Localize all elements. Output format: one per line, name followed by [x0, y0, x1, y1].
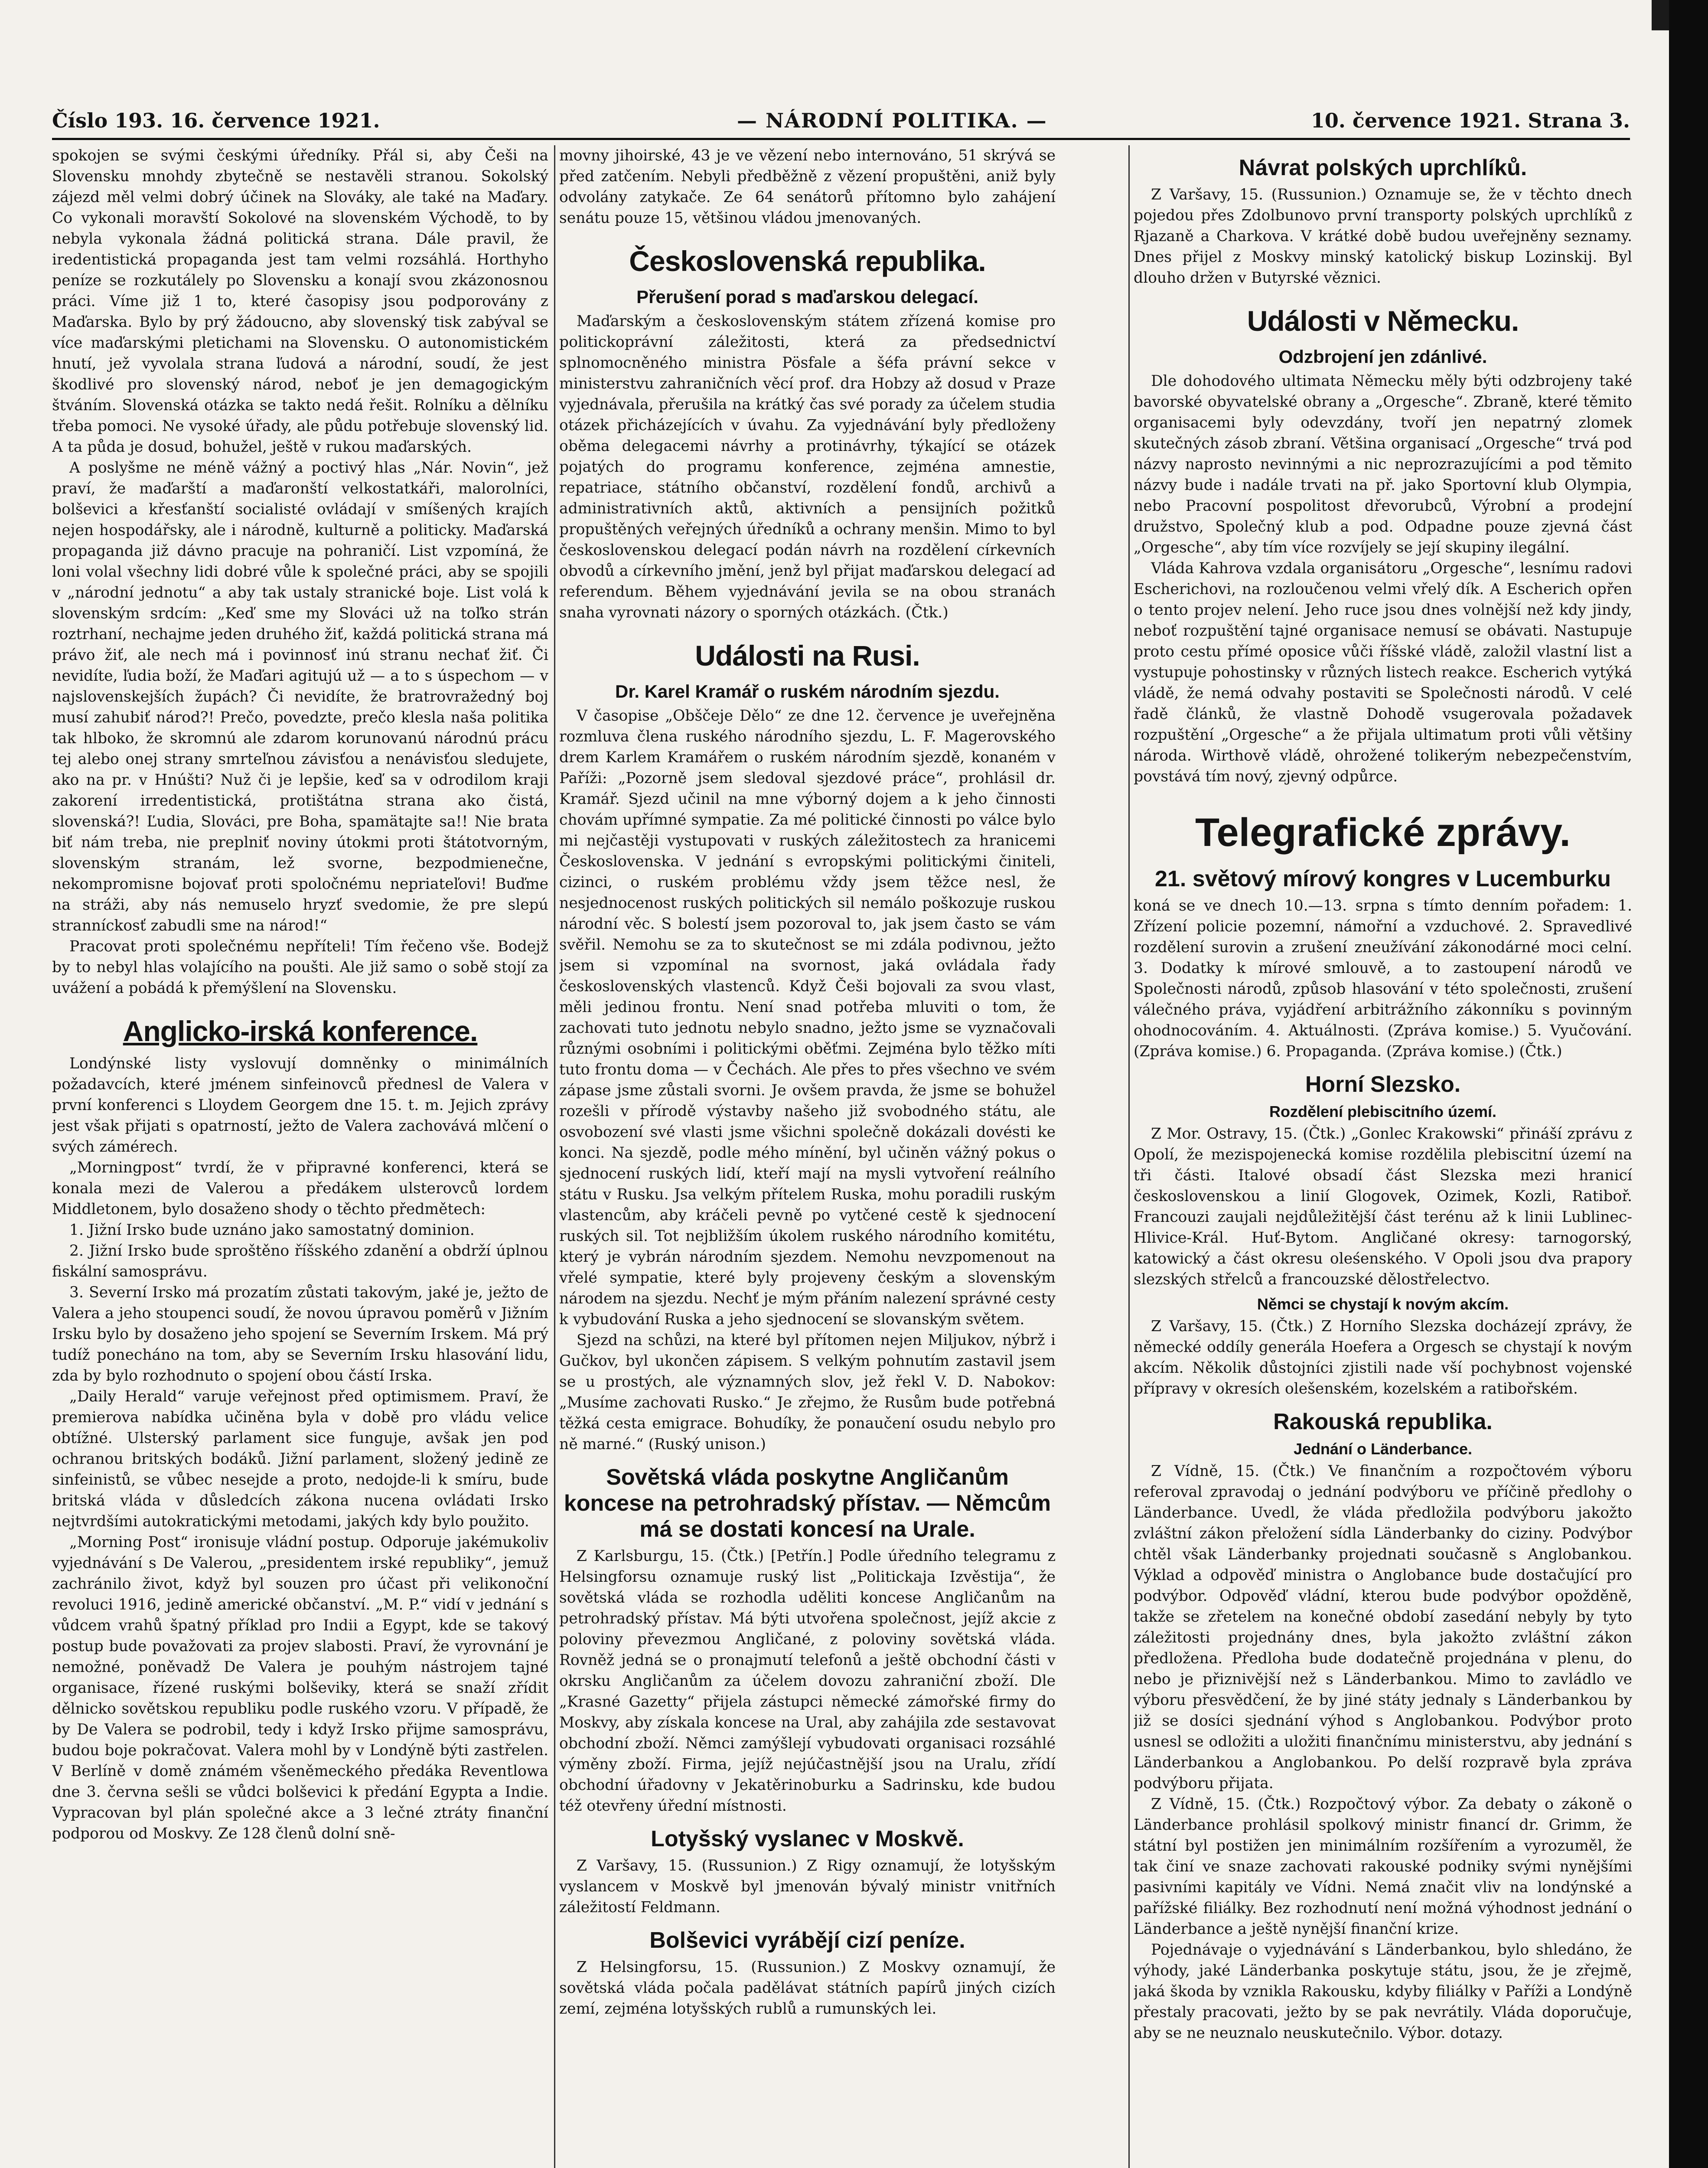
- article-paragraph: 1. Jižní Irsko bude uznáno jako samostatný dominion.: [69, 1221, 475, 1239]
- column-rule: [554, 145, 555, 2168]
- article-heading: Němci se chystají k novým akcím.: [1257, 1295, 1509, 1313]
- article-paragraph: spokojen se svými českými úředníky. Přál si, aby Češi na Slovensku mnohdy zbytečně se nestavěli stranou. Sokolský zájezd měl velmi dobrý účinek na Slováky, ale také na Maďary. Co vykonali moravští Sokolové na slovenském Východě, to by nebyla vykonala žádná politická strana. Dále pravil, že iredentistická propaganda jest tam velmi rozsáhlá. Horthyho peníze se rozkutálely po Slovensku a konají svou zkázonosnou práci. Víme již 1 to, které časopisy jsou podporovány z Maďarska. Bylo by prý žádoucno, aby slovenský tisk zabýval se více maďarskými pletichami na Slovensku. O autonomistickém hnutí, jež vyvolala strana ľudová a národní, soudí, že jest škodlivé pro slovenský národ, neboť je jen demagogickým štváním. Slovenská otázka se takto nedá řešit. Rolníku a dělníku třeba pomoci. Ne vysoké úřady, ale půdu potřebuje slovenský lid. A ta půda je dosud, bohužel, ještě v rukou maďarských.: [52, 147, 548, 456]
- article-heading: Lotyšský vyslanec v Moskvě.: [651, 1826, 964, 1851]
- article-paragraph: Londýnské listy vyslovují domněnky o minimálních požadavcích, které jménem sinfeinovců přednesl de Valera v první konferenci s Lloydem Georgem dne 15. t. m. Jejich zprávy jest však přijati s opatrností, ježto de Valera zachovává mlčení o svých zámérech.: [52, 1055, 548, 1156]
- article-heading: Návrat polských uprchlíků.: [1239, 155, 1527, 180]
- article-heading: Dr. Karel Kramář o ruském národním sjezdu.: [615, 681, 1000, 702]
- article-paragraph: „Daily Herald“ varuje veřejnost před optimismem. Praví, že premierova nabídka učiněna byla v době pro vládu velice obtížné. Ulsterský parlament sice funguje, avšak jen pod ochranou britských bodáků. Jižní parlament, složený jedině ze sinfeinistů, se vůbec nesejde a proto, nedojde-li k smíru, bude britská vláda v důsledcích zákona nucena ovládati Irsko nejtvrdšími autokratickými metodami, jakých kdy bylo použito.: [52, 1388, 548, 1530]
- section-heading: Sovětská vláda poskytne Angličanům koncese na petrohradský přístav. — Němcům má se dostati koncesí na Urale.: [564, 1465, 1051, 1542]
- article-paragraph: Dle dohodového ultimata Německu měly býti odzbrojeny také bavorské obyvatelské obrany a „Orgesche“. Zbraně, které těmito organisacemi byly odevzdány, tvoří jen nepatrný zlomek skutečných zásob zbraní. Většina organisací „Orgesche“ trvá pod názvy naprosto nevinnými a nic neprozrazujícími a pod těmito názvy bude i nadále trvati na př. jako Sportovní klub Olympia, nebo Pracovní pospolitost dřevorubců, Výrobní a prodejní družstvo, Společný klub a pod. Odpadne pouze zjevná část „Orgesche“, aby tím více rozvíjely se její skupiny ilegální.: [1134, 372, 1632, 556]
- article-heading: Jednání o Länderbance.: [1293, 1440, 1473, 1458]
- article-paragraph: V časopise „Obščeje Dělo“ ze dne 12. července je uveřejněna rozmluva člena ruského národního sjezdu, L. F. Magerovského drem Karlem Kramářem o ruském národním sjezdě, konaném v Paříži: „Pozorně jsem sledoval sjezdové práce“, prohlásil dr. Kramář. Sjezd učinil na mne výborný dojem a k jeho činnosti chovám upřímné sympatie. Za mé politické činnosti po válce bylo mi nejčastěji vystupovati v ruských záležitostech za hranicemi Československa. V jednání s evropskými politickými činiteli, cizinci, o ruském problému vždy jsem těžce nesl, že nesjednocenost ruských politických sil nemálo poškozuje ruskou národní věc. S bolestí jsem pozoroval to, jak jsem často se vám svěřil. Nemohu se za to skutečnost se mi zdála podivnou, ježto jsem si vzpomínal na svornost, jaká ovládala řady československých vlastenců. Když Češi bojovali za svou vlast, měli jedinou frontu. Není snad potřeba mluviti o tom, že zachovati tuto jednotu nebylo snadno, ježto jsme se vyznačovali různými osobními i politickými oběťmi. Zejména bylo těžko míti tuto frontu doma — v Čechách. Ale přes to přes všechno ve svém zápase jsme zůstali svorni. Je ovšem pravda, že jsme se bohužel rozešli v přírodě výstavby našeho již svobodného státu, ale osvobození své vlasti jsme všichni společně dokázali dovésti ke konci. Na sjezdě, podle mého mínění, byl učiněn vážný pokus o sjednocení ruských lidí, kteří mají na mysli vytvoření reálního státu v Rusku. Jsa velkým přítelem Ruska, mohu poradili ruským vlastencům, aby kráčeli pevně po vytčené cestě k sjednocení ruských sil. Tot nejbližším úkolem ruského národního komitétu, který je vybrán národním sjezdem. Nemohu nevzpomenout na vřelé sympatie, které byly projeveny českým a slovenským národem na sjezdu. Nechť je mým přáním nalezení správné cesty k vybudování Ruska a jeho sjednocení se slovanským světem.: [559, 707, 1056, 1328]
- masthead-rule: [52, 138, 1630, 140]
- article-paragraph: 2. Jižní Irsko bude sproštěno říšského zdanění a obdrží úplnou fiskální samosprávu.: [52, 1242, 548, 1280]
- article-paragraph: Z Karlsburgu, 15. (Čtk.) [Petřín.] Podle úředního telegramu z Helsingforsu oznamuje ruský list „Politickaja Izvěstija“, že sovětská vláda se rozhodla uděliti koncese Angličanům na petrohradský přístav. Má býti utvořena společnost, jejíž akcie z poloviny převezmou Angličané, z poloviny sovětská vláda. Rovněž jedná se o pronajmutí telefonů a ještě obchodní části v okrsku Angličanům za účelem dovozu zahraniční zboží. Dle „Krasné Gazetty“ přijela zástupci německé zámořské firmy do Moskvy, aby získala koncese na Ural, aby zahájila zde sestavovat obchodní zboží. Němci zamýšlejí vybudovati organisaci rozsáhlé výměny zboží. Firma, jejíž nejúčastnější jsou na Uralu, zřídí obchodní úřadovny v Jekatěrinoburku a Sadrinsku, kde budou též otevřeny úřední místnosti.: [559, 1548, 1056, 1815]
- section-heading: Rakouská republika.: [1273, 1409, 1493, 1434]
- article-paragraph: movny jihoirské, 43 je ve vězení nebo internováno, 51 skrývá se před zatčením. Nebyli předběžně z vězení propuštěni, aniž byly odvolány zatykače. Ze 64 senátorů přítomno bylo zahájení senátu pouze 15, většinou vládou jmenovaných.: [559, 147, 1056, 227]
- article-paragraph: Z Varšavy, 15. (Russunion.) Oznamuje se, že v těchto dnech pojedou přes Zdolbunovo první transporty polských uprchlíků z Rjazaně a Charkova. V krátké době budou uveřejněny seznamy. Dnes přijel z Moskvy minský katolický biskup Lozinskij. Byl dlouho držen v Butyrské věznici.: [1134, 186, 1632, 287]
- article-heading: 21. světový mírový kongres v Lucemburku: [1155, 866, 1611, 891]
- article-paragraph: Z Helsingforsu, 15. (Russunion.) Z Moskvy oznamují, že sovětská vláda počala padělávat státních papírů jiných cizích zemí, zejména lotyšských rublů a rumunských lei.: [559, 1959, 1056, 2018]
- article-paragraph: Z Vídně, 15. (Čtk.) Rozpočtový výbor. Za debaty o zákoně o Länderbance prohlásil spolkový ministr financí dr. Grimm, že státní byl postižen jen minimálním rozšířením a vyrozuměl, že tak činí ve snaze zachovati rakouské podniky svými nynějšími pasivními kapitály ve Vídni. Nemá značit vliv na londýnské a pařížské filiálky. Bez rozhodnutí není možná výhodnost jednání o Länderbance a ještě nynější finanční krize.: [1134, 1796, 1632, 1938]
- column-3: [1134, 145, 1632, 2168]
- section-heading: Československá republika.: [629, 245, 986, 277]
- scan-edge: [1669, 0, 1708, 2168]
- article-paragraph: „Morningpost“ tvrdí, že v připravné konferenci, která se konala mezi de Valerou a předákem ulsterovců lordem Middletonem, bylo dosaženo shody o těchto předmětech:: [52, 1159, 548, 1218]
- article-paragraph: Z Vídně, 15. (Čtk.) Ve finančním a rozpočtovém výboru referoval zpravodaj o jednání podvýboru ve příčině předlohy o Länderbance. Uvedl, že vláda předložila podvýboru jakožto zvláštní zákon přeložení sídla Länderbanky do ciziny. Podvýbor chtěl však Länderbanky projednati současně s Anglobankou. Výklad a odpověď ministra o Anglobance bude dostačující pro podvýbor. Odpověď vládní, kterou bude podvýbor opožděně, takže se zřetelem na konečné období zasedání nebyly by tyto záležitosti projednány dnes, byla jakožto zvláštní zákon předložena. Předloha bude dodatečně projednána v plenu, do nebo je přiznivější než s Länderbankou. Mimo to zavládlo ve výboru přesvědčení, že by jiné státy jednaly s Länderbankou by již se dosíci sjednání výhod s Anglobankou. Podvýbor proto usnesl se odložiti a uložiti finančnímu ministerstvu, aby jednání s Länderbankou a Anglobankou. Po delší rozpravě byla zpráva podvýboru přijata.: [1134, 1463, 1632, 1792]
- newspaper-title: — NÁRODNÍ POLITIKA. —: [737, 109, 1047, 132]
- section-heading: Události v Německu.: [1247, 305, 1519, 337]
- issue-number: Číslo 193. 16. července 1921.: [52, 109, 380, 132]
- article-paragraph: Pojednávaje o vyjednávání s Länderbankou, bylo shledáno, že výhody, jaké Länderbanka poskytuje státu, jsou, že je zřejmě, jaká škoda by vznikla Rakousku, kdyby filiálky v Paříži a Londýně přestaly pracovati, ježto by se pak nevrátily. Vláda doporučuje, aby se ne neuznalo neuskutečnilo. Výbor. dotazy.: [1134, 1941, 1632, 2042]
- article-heading: Bolševici vyrábějí cizí peníze.: [649, 1928, 965, 1953]
- article-paragraph: Maďarským a československým státem zřízená komise pro politickoprávní záležitosti, která za předsednictví splnomocněného ministra Pösfale a šéfa právní sekce v ministerstvu zahraničních věcí prof. dra Hobzy až dosud v Praze vyjednávala, přerušila na krátký čas své porady za účelem studia otázek přicházejících v úvahu. Za vyjednávání byly předloženy oběma delegacemi návrhy a protinávrhy, týkající se otázek pojatých do programu konference, zejména amnestie, repatriace, státního občanství, rozdělení fondů, archivů a administrativních aktů, aktivních a pensijních požitků propuštěných veřejných úředníků a ochrany menšin. Mimo to byl československou delegací podán návrh na rozdělení církevních obvodů a církevního jmění, jenž byl přijat maďarskou delegací ad referendum. Během vyjednávání jevila se na obou stranách snaha vyrovnati názory o sporných otázkách. (Čtk.): [559, 313, 1056, 621]
- column-2: [559, 145, 1056, 2168]
- article-paragraph: Vláda Kahrova vzdala organisátoru „Orgesche“, lesnímu radovi Escherichovi, na rozloučenou velmi vřelý dík. A Escherich opřen o tento projev nelení. Jeho ruce jsou dnes volnější než kdy jindy, neboť rozpuštění tajné organisace nemusí se obávati. Nastupuje proto cestu přímé oposice vůči říšské vládě, založil vlastní list a vystupuje pohostinsky v různých listech reakce. Escherich vytýká vládě, že nemá odvahy postaviti se Společnosti národů. V celé řadě článků, že vlastně Dohodě vsugerovala požadavek rozpuštění „Orgesche“ a že přijala ultimatum proti vůli většiny národa. Wirthově vládě, ohrožené tolikerým nebezpečenstvím, povstává tím nový, zjevný odpůrce.: [1134, 560, 1632, 785]
- section-heading: Anglicko-irská konference.: [123, 1015, 478, 1047]
- article-paragraph: „Morning Post“ ironisuje vládní postup. Odporuje jakémukoliv vyjednávání s De Valerou, „presidentem irské republiky“, jemuž zachránilo život, když byl souzen pro účast při velikonoční revoluci 1916, jedině americké občanství. „M. P.“ vidí v jednání s vůdcem vrahů špatný příklad pro Indii a Egypt, kde se takový postup bude považovati za projev slabosti. Praví, že vyrovnání je nemožné, poněvadž De Valera je pouhým nástrojem tajné organisace, řízené ruskými bolševiky, která se snaží zřídit dělnicko sovětskou republiku podle ruského vzoru. V případě, že by De Valera se podrobil, tedy i když Irsko přijme samosprávu, budou boje pokračovat. Valera mohl by v Londýně býti zastřelen. V Berlíně v domě známém všeněmeckého předáka Reventlowa dne 3. června sešli se vůdci bolševici k předání Egypta a Indie. Vypracovan byl plán společné akce a 3 lečné ztráty finanční podporou od Moskvy. Ze 128 členů dolní sně-: [52, 1534, 548, 1842]
- article-paragraph: Z Mor. Ostravy, 15. (Čtk.) „Gonlec Krakowski“ přináší zprávu z Opolí, že mezispojenecká komise rozdělila plebiscitní území na tři části. Italové obsadí část Slezska mezi hranicí československou a linií Glogovek, Ozimek, Kozli, Ratiboř. Francouzi zaujali nejdůležitější část terénu až k linii Lublinec-Hlivice-Král. Huť-Bytom. Angličané okresy: tarnogorský, katowický a část okresu oleśenského. V Opoli jsou dva prapory slezských střelců a francouzské dělostřelectvo.: [1134, 1125, 1632, 1288]
- scan-corner: [1652, 0, 1669, 30]
- article-heading: Přerušení porad s maďarskou delegací.: [636, 287, 978, 307]
- article-paragraph: koná se ve dnech 10.—13. srpna s tímto denním pořadem: 1. Zřízení policie pozemní, námořní a vzduchové. 2. Spravedlivé rozdělení surovin a zrušení zneužívání zákonodárné moci celní. 3. Dodatky k mírové smlouvě, a to zastoupení národů ve Společnosti národů, způsob hlasování v této společnosti, zrušení válečného práva, vyjádření arbitrážního zákonníku s povinným ohodnocováním. 4. Aktuálnosti. (Zpráva komise.) 5. Vyučování. (Zpráva komise.) 6. Propaganda. (Zpráva komise.) (Čtk.): [1134, 897, 1632, 1060]
- column-rule: [1128, 145, 1130, 2168]
- article-heading: Odzbrojení jen zdánlivé.: [1278, 346, 1487, 367]
- masthead: [52, 106, 1630, 137]
- article-paragraph: 3. Severní Irsko má prozatím zůstati takovým, jaké je, ježto de Valera a jeho stoupenci soudí, že novou úpravou poměrů v Jižním Irsku bylo by dosaženo jeho spojení se Severním Irskem. Má prý tudíž ponecháno na tom, aby se Severním Irsku hlasování lidu, zda by bylo rozhodnuto o spojení obou částí Irska.: [52, 1284, 548, 1384]
- section-heading: Události na Rusi.: [695, 640, 920, 672]
- article-paragraph: Z Varšavy, 15. (Russunion.) Z Rigy oznamují, že lotyšským vyslancem v Moskvě byl jmenován bývalý ministr vnitřních záležitostí Feldmann.: [559, 1857, 1056, 1916]
- article-paragraph: Sjezd na schůzi, na které byl přítomen nejen Miljukov, nýbrž i Gučkov, byl ukončen zápisem. S velkým pohnutím zastavil jsem se u prostých, ale významných slov, jež řekl V. D. Nabokov: „Musíme zachovati Rusko.“ Je zřejmo, že Rusům bude potřebná těžká cesta emigrace. Bohudíky, že ponaučení osudu nebylo pro ně marné.“ (Ruský unison.): [559, 1332, 1056, 1453]
- section-heading: Horní Slezsko.: [1305, 1072, 1461, 1097]
- page-date: 10. července 1921. Strana 3.: [1310, 109, 1630, 132]
- article-paragraph: Z Varšavy, 15. (Čtk.) Z Horního Slezska docházejí zprávy, že německé oddíly generála Hoefera a Orgesch se chystají k novým akcím. Několik důstojníci zjistili nade vší pochybnost vojenské přípravy v okresích olešenském, kozelském a ratibořském.: [1134, 1318, 1632, 1397]
- column-1: [52, 145, 548, 2168]
- article-paragraph: A poslyšme ne méně vážný a poctivý hlas „Nár. Novin“, jež praví, že maďarští a maďaronští velkostatkáři, malorolníci, bolševici a křesťanští socialisté ovládají v smíšených krajích nejen hospodářsky, ale i národně, kulturně a politicky. Maďarská propaganda již dávno pracuje na pohraničí. List vzpomíná, že loni volal všechny lidi dobré vůle k společné práci, aby se spojili v „národní jednotu“ a aby tak ustaly stranické boje. List volá k slovenským srdcím: „Keď sme my Slováci už na toľko strán roztrhaní, nechajme jeden druhého žiť, každá politická strana má právo žiť, ale nech má i povinnosť inú stranu nechať žiť. Či nevidíte, ľudia boží, že Maďari agitujú už — a to s úspechom — v najslovenskejších župách? Či nevidíte, že bratrovražedný boj musí zahubiť národ?! Prečo, povedzte, prečo klesla naša politika tak hlboko, že skromnú ale zdarom korunovanú národnú prácu tej alebo onej strany smrteľnou závisťou a nenávisťou sledujete, ako na pr. v Hnúšti? Nuž či je lepšie, keď sa v odrodilom kraji zakorení irredentistická, protištátna strana ako čistá, slovenská?! Ľudia, Slováci, pre Boha, spamätajte sa!! Nie brata biť nám treba, nie preplniť noviny útokmi proti štátotvorným, slovenským stranám, lež svorne, bezpodmienečne, nekompromisne bojovať proti spoločnému nepriateľovi! Buďme na stráži, aby nás nemuselo hryzť svedomie, že pre slepú stranníckosť zabudli sme na národ!“: [52, 459, 548, 934]
- article-heading: Rozdělení plebiscitního území.: [1269, 1103, 1497, 1120]
- section-heading: Telegrafické zprávy.: [1195, 810, 1571, 855]
- article-paragraph: Pracovat proti společnému nepříteli! Tím řečeno vše. Bodejž by to nebyl hlas volajícího na poušti. Ale již samo o sobě stojí za uvážení a pobádá k přemýšlení na Slovensku.: [52, 938, 548, 997]
